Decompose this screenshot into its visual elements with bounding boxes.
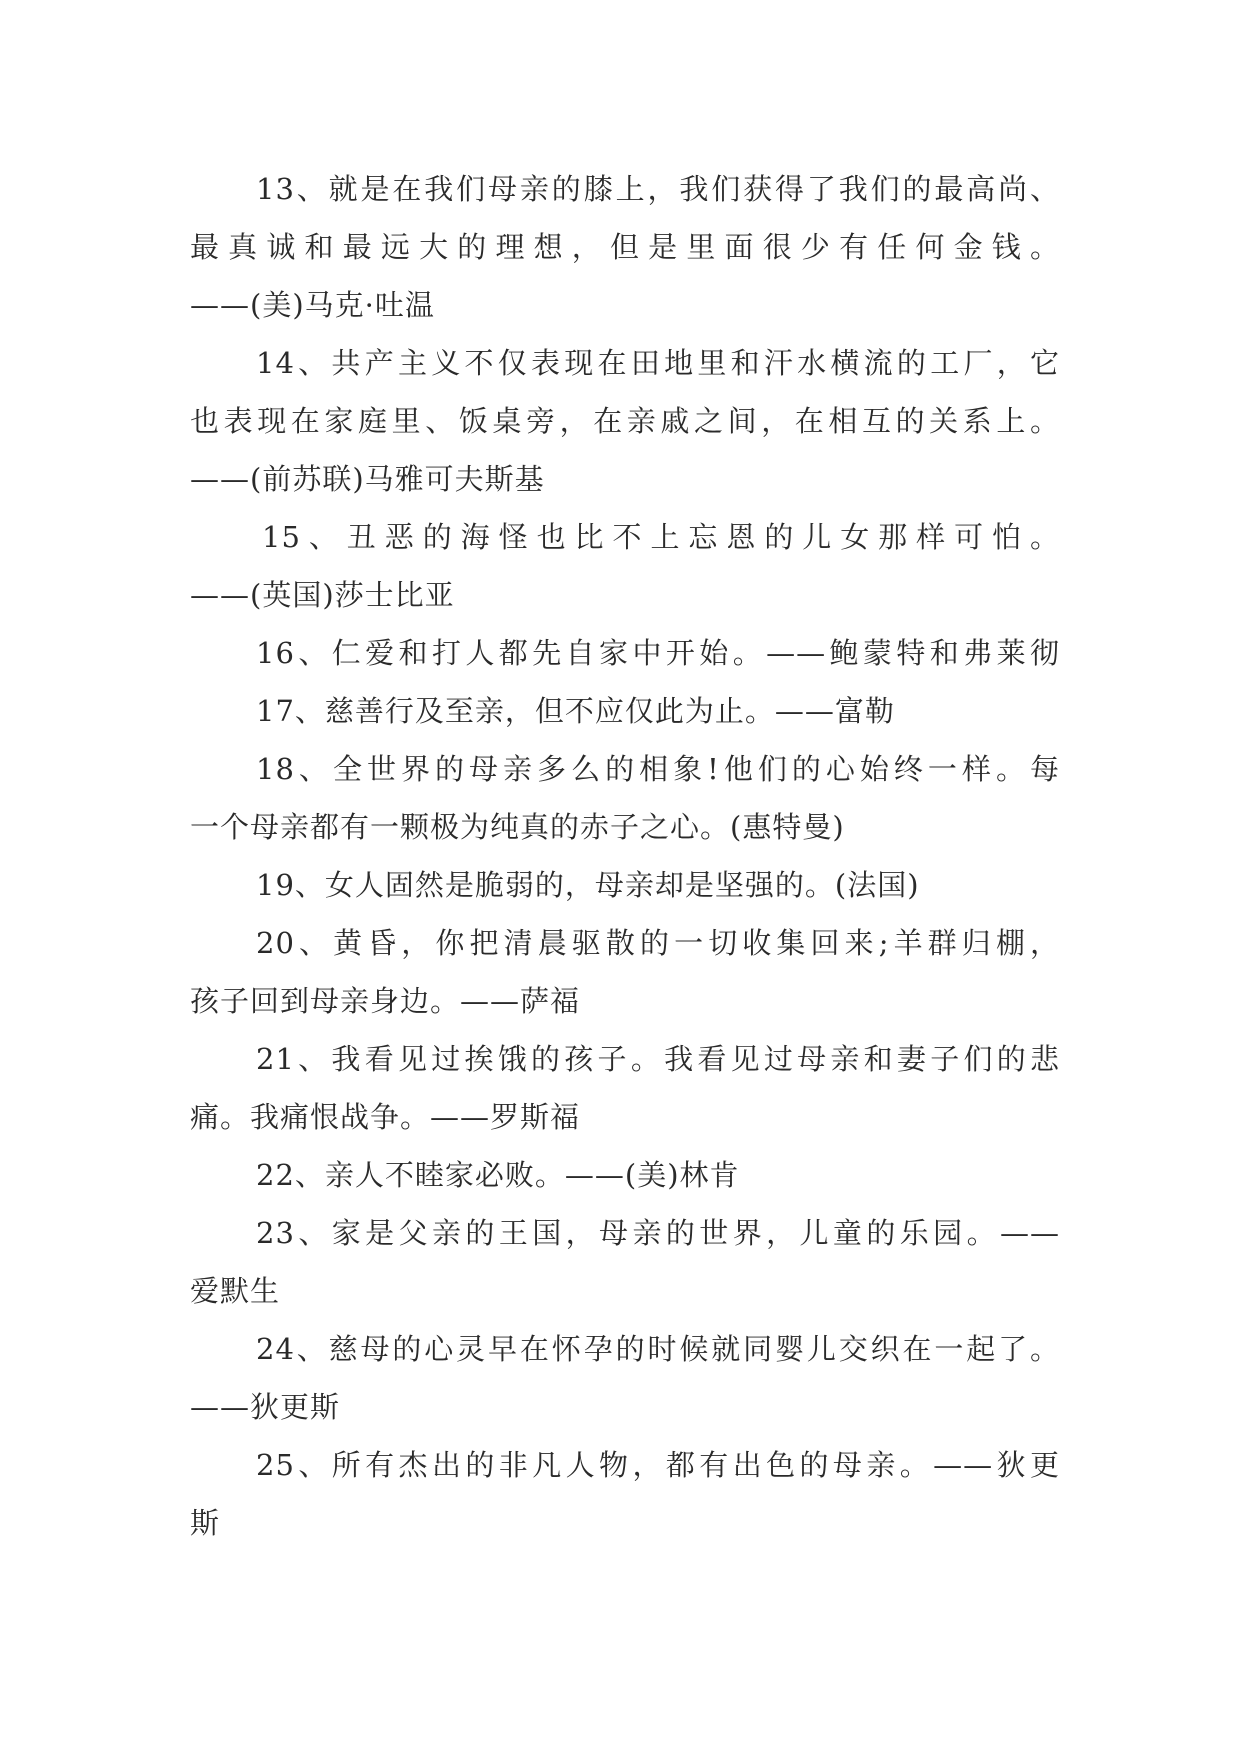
text-line: 14、共产主义不仅表现在田地里和汗水横流的工厂，它 <box>256 346 1060 380</box>
text-line: 25、所有杰出的非凡人物，都有出色的母亲。——狄更 <box>256 1448 1060 1482</box>
text-line: 17、慈善行及至亲，但不应仅此为止。——富勒 <box>256 694 895 728</box>
text-line: ——(美)马克·吐温 <box>190 288 435 322</box>
text-line: 也表现在家庭里、饭桌旁，在亲戚之间，在相互的关系上。 <box>190 404 1060 438</box>
text-line: 18、全世界的母亲多么的相象!他们的心始终一样。每 <box>256 752 1060 786</box>
text-line: 一个母亲都有一颗极为纯真的赤子之心。(惠特曼) <box>190 810 845 844</box>
text-line: ——狄更斯 <box>190 1390 341 1424</box>
text-line: 22、亲人不睦家必败。——(美)林肯 <box>256 1158 740 1192</box>
text-line: ——(前苏联)马雅可夫斯基 <box>190 462 545 496</box>
text-line: 24、慈母的心灵早在怀孕的时候就同婴儿交织在一起了。 <box>256 1332 1060 1366</box>
text-line: 21、我看见过挨饿的孩子。我看见过母亲和妻子们的悲 <box>256 1042 1060 1076</box>
text-line: 15、丑恶的海怪也比不上忘恩的儿女那样可怕。 <box>262 520 1060 554</box>
text-line: 斯 <box>190 1506 221 1540</box>
text-line: 13、就是在我们母亲的膝上，我们获得了我们的最高尚、 <box>256 172 1060 206</box>
text-line: 爱默生 <box>190 1274 281 1308</box>
text-line: 孩子回到母亲身边。——萨福 <box>190 984 581 1018</box>
quote-text-block <box>190 160 1060 1552</box>
text-line: 最真诚和最远大的理想，但是里面很少有任何金钱。 <box>190 230 1060 264</box>
text-line: ——(英国)莎士比亚 <box>190 578 455 612</box>
text-line: 16、仁爱和打人都先自家中开始。——鲍蒙特和弗莱彻 <box>256 636 1060 670</box>
text-line: 20、黄昏，你把清晨驱散的一切收集回来;羊群归棚， <box>256 926 1060 960</box>
text-line: 19、女人固然是脆弱的，母亲却是坚强的。(法国) <box>256 868 920 902</box>
text-line: 痛。我痛恨战争。——罗斯福 <box>190 1100 581 1134</box>
text-line: 23、家是父亲的王国，母亲的世界，儿童的乐园。—— <box>256 1216 1060 1250</box>
